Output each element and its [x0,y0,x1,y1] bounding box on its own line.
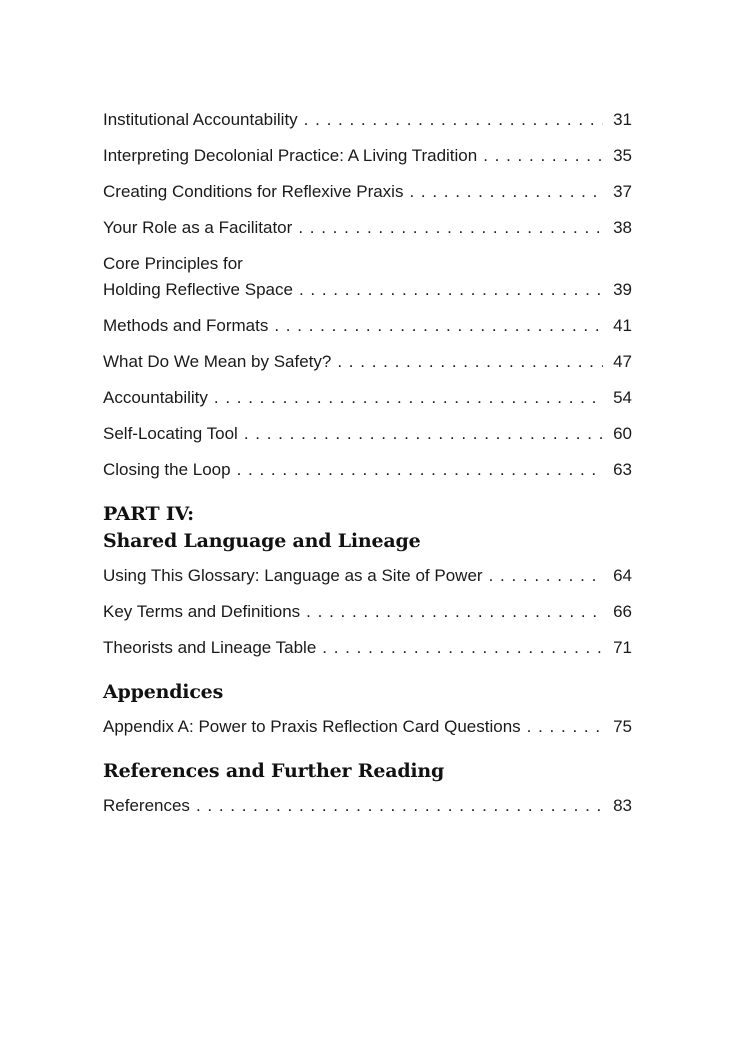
section-heading-line: References and Further Reading [103,760,445,782]
toc-entry-row [103,217,632,239]
toc-entry [103,181,632,203]
toc-entry [103,565,632,587]
toc-entry-row [103,423,632,445]
toc-dot-leader [527,716,603,738]
toc-entry-label: Appendix A: Power to Praxis Reflection Card Questions [103,717,521,736]
toc-entry-row [103,795,632,817]
toc-entry [103,253,632,301]
toc-page-number: 66 [613,602,632,621]
toc-entry [103,716,632,738]
toc-entry [103,423,632,445]
toc-entry-row [103,601,632,623]
toc-dot-leader [483,145,603,167]
toc-page-number: 64 [613,566,632,585]
toc-entry [103,459,632,481]
toc-page-number: 63 [613,460,632,479]
toc-entry-row [103,351,632,373]
toc-entry-label: Holding Reflective Space [103,280,293,299]
toc-page-number: 38 [613,218,632,237]
toc-dot-leader [298,217,603,239]
toc-entry-row [103,387,632,409]
toc-section [103,758,632,817]
table-of-contents [103,109,632,817]
toc-dot-leader [274,315,603,337]
toc-section [103,501,632,659]
toc-entry-label: Using This Glossary: Language as a Site of Power [103,566,483,585]
toc-page-number: 75 [613,717,632,736]
toc-dot-leader [304,109,603,131]
toc-dot-leader [306,601,603,623]
toc-page-number: 41 [613,316,632,335]
toc-dot-leader [409,181,603,203]
toc-entry-label: Your Role as a Facilitator [103,218,293,237]
toc-entry-label: What Do We Mean by Safety? [103,352,332,371]
toc-entry-row [103,109,632,131]
toc-page-number: 71 [613,638,632,657]
toc-entry-label: Self-Locating Tool [103,424,238,443]
toc-page-number: 37 [613,182,632,201]
toc-entry [103,637,632,659]
toc-page-number: 83 [613,796,632,815]
toc-entry [103,315,632,337]
toc-entry-label: Interpreting Decolonial Practice: A Living Tradition [103,146,478,165]
section-heading [103,758,632,785]
toc-page-number: 60 [613,424,632,443]
toc-entry-label: References [103,796,190,815]
toc-entry-label: Creating Conditions for Reflexive Praxis [103,182,404,201]
toc-page-number: 35 [613,146,632,165]
toc-entry-label: Theorists and Lineage Table [103,638,317,657]
toc-entry-row [103,315,632,337]
toc-dot-leader [214,387,603,409]
toc-dot-leader [237,459,603,481]
toc-dot-leader [244,423,603,445]
toc-entry-row [103,145,632,167]
section-heading-line: PART IV: [103,503,194,525]
toc-entry [103,217,632,239]
toc-entry-label: Closing the Loop [103,460,231,479]
section-heading [103,679,632,706]
toc-page-number: 39 [613,280,632,299]
toc-entry [103,109,632,131]
toc-entry [103,795,632,817]
toc-entry-row [103,716,632,738]
toc-entry-label: Key Terms and Definitions [103,602,301,621]
section-heading-line: Appendices [103,681,224,703]
toc-page-number: 54 [613,388,632,407]
toc-entry-row [103,459,632,481]
toc-entry-label: Methods and Formats [103,316,269,335]
toc-dot-leader [489,565,603,587]
toc-page-number: 47 [613,352,632,371]
toc-dot-leader [322,637,603,659]
toc-entry-row [103,565,632,587]
toc-dot-leader [337,351,603,373]
toc-dot-leader [299,279,603,301]
section-heading-line: Shared Language and Lineage [103,530,421,552]
toc-entry [103,351,632,373]
toc-entry-label: Accountability [103,388,208,407]
toc-section [103,109,632,481]
toc-dot-leader [196,795,603,817]
toc-entry-row [103,279,632,301]
toc-entry [103,145,632,167]
toc-section [103,679,632,738]
section-heading [103,501,632,555]
toc-entry [103,387,632,409]
toc-entry-row [103,637,632,659]
toc-page-number: 31 [613,110,632,129]
toc-entry-label: Core Principles for [103,254,243,273]
toc-entry-label: Institutional Accountability [103,110,298,129]
toc-entry [103,601,632,623]
toc-entry-row [103,181,632,203]
